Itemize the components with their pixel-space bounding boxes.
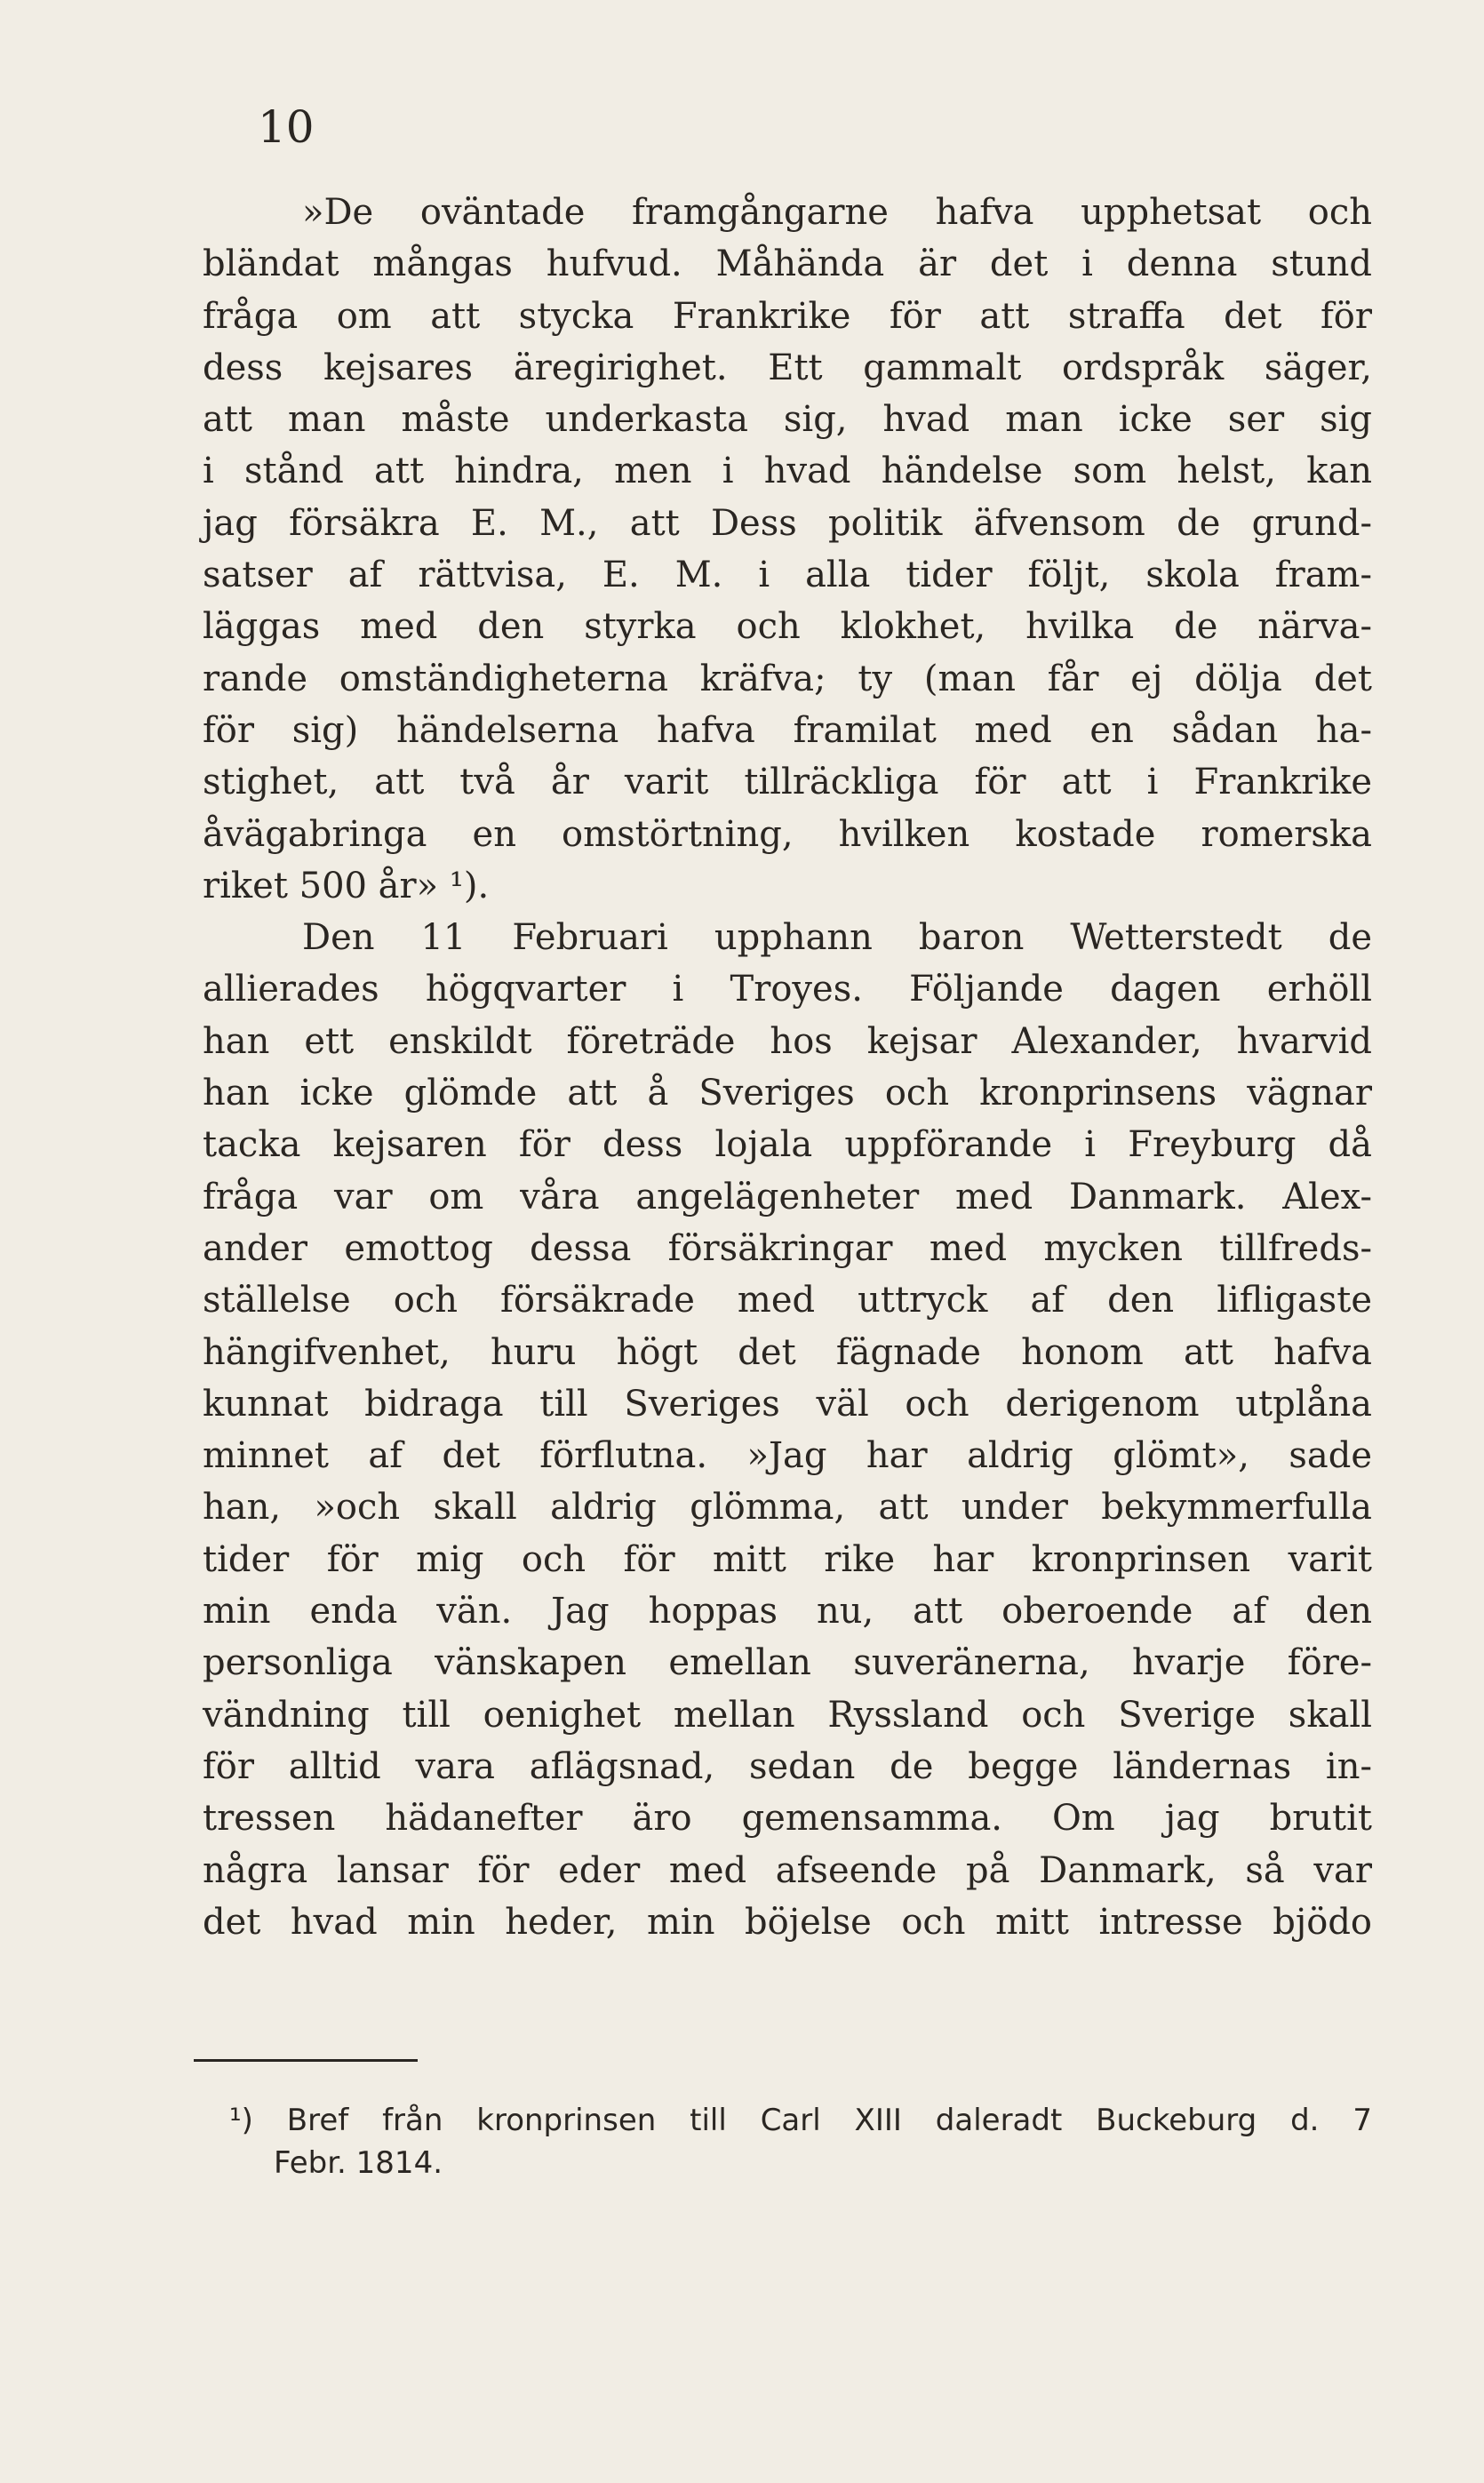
text-line: han icke glömde att å Sveriges och kronprinsens vägnar — [203, 1073, 1372, 1114]
text-line: några lansar för eder med afseende på Danmark, så var — [203, 1849, 1372, 1891]
text-line: åvägabringa en omstörtning, hvilken kostade romerska — [203, 813, 1372, 855]
text-line: tacka kejsaren för dess lojala uppförande i Freyburg då — [203, 1124, 1372, 1166]
text-line: tider för mig och för mitt rike har kronprinsen varit — [203, 1538, 1372, 1580]
footnote-line: Febr. 1814. — [274, 2145, 443, 2181]
footnote-divider — [194, 2059, 418, 2062]
text-line: för sig) händelserna hafva framilat med en sådan ha- — [203, 709, 1372, 751]
text-line: allierades högqvarter i Troyes. Följande dagen erhöll — [203, 969, 1372, 1010]
text-line: satser af rättvisa, E. M. i alla tider följt, skola fram- — [203, 555, 1372, 596]
text-line: riket 500 år» ¹). — [203, 865, 490, 906]
text-line: bländat mångas hufvud. Måhända är det i denna stund — [203, 244, 1372, 285]
text-line: dess kejsares äregirighet. Ett gammalt ordspråk säger, — [203, 347, 1372, 388]
page-number: 10 — [258, 101, 315, 153]
text-line: att man måste underkasta sig, hvad man icke ser sig — [203, 399, 1372, 441]
text-line: kunnat bidraga till Sveriges väl och derigenom utplåna — [203, 1383, 1372, 1425]
text-line: »De oväntade framgångarne hafva upphetsat och — [302, 192, 1372, 233]
text-line: i stånd att hindra, men i hvad händelse som helst, kan — [203, 451, 1372, 492]
text-line: minnet af det förflutna. »Jag har aldrig glömt», sade — [203, 1435, 1372, 1477]
text-line: Den 11 Februari upphann baron Wetterstedt de — [302, 917, 1372, 959]
text-line: tressen hädanefter äro gemensamma. Om jag brutit — [203, 1798, 1372, 1840]
text-line: det hvad min heder, min böjelse och mitt intresse bjödo — [203, 1901, 1372, 1943]
text-line: personliga vänskapen emellan suveränerna, hvarje före- — [203, 1642, 1372, 1684]
text-line: läggas med den styrka och klokhet, hvilka de närva- — [203, 606, 1372, 648]
text-line: stighet, att två år varit tillräckliga för att i Frankrike — [203, 762, 1372, 803]
text-line: han, »och skall aldrig glömma, att under bekymmerfulla — [203, 1487, 1372, 1529]
body-text — [203, 187, 1372, 1948]
footnote-line: ¹) Bref från kronprinsen till Carl XIII daleradt Buckeburg d. 7 — [229, 2103, 1372, 2138]
text-line: vändning till oenighet mellan Ryssland och Sverige skall — [203, 1694, 1372, 1736]
text-line: fråga var om våra angelägenheter med Danmark. Alex- — [203, 1176, 1372, 1218]
text-line: för alltid vara aflägsnad, sedan de begge ländernas in- — [203, 1745, 1372, 1787]
text-line: han ett enskildt företräde hos kejsar Alexander, hvarvid — [203, 1020, 1372, 1062]
text-line: ander emottog dessa försäkringar med mycken tillfreds- — [203, 1227, 1372, 1269]
text-line: fråga om att stycka Frankrike för att straffa det för — [203, 295, 1372, 337]
text-line: hängifvenhet, huru högt det fägnade honom att hafva — [203, 1331, 1372, 1373]
text-line: min enda vän. Jag hoppas nu, att oberoende af den — [203, 1591, 1372, 1633]
text-line: jag försäkra E. M., att Dess politik äfvensom de grund- — [203, 502, 1372, 544]
footnote — [229, 2099, 1372, 2184]
text-line: rande omständigheterna kräfva; ty (man får ej dölja det — [203, 658, 1372, 699]
text-line: ställelse och försäkrade med uttryck af den lifligaste — [203, 1280, 1372, 1321]
